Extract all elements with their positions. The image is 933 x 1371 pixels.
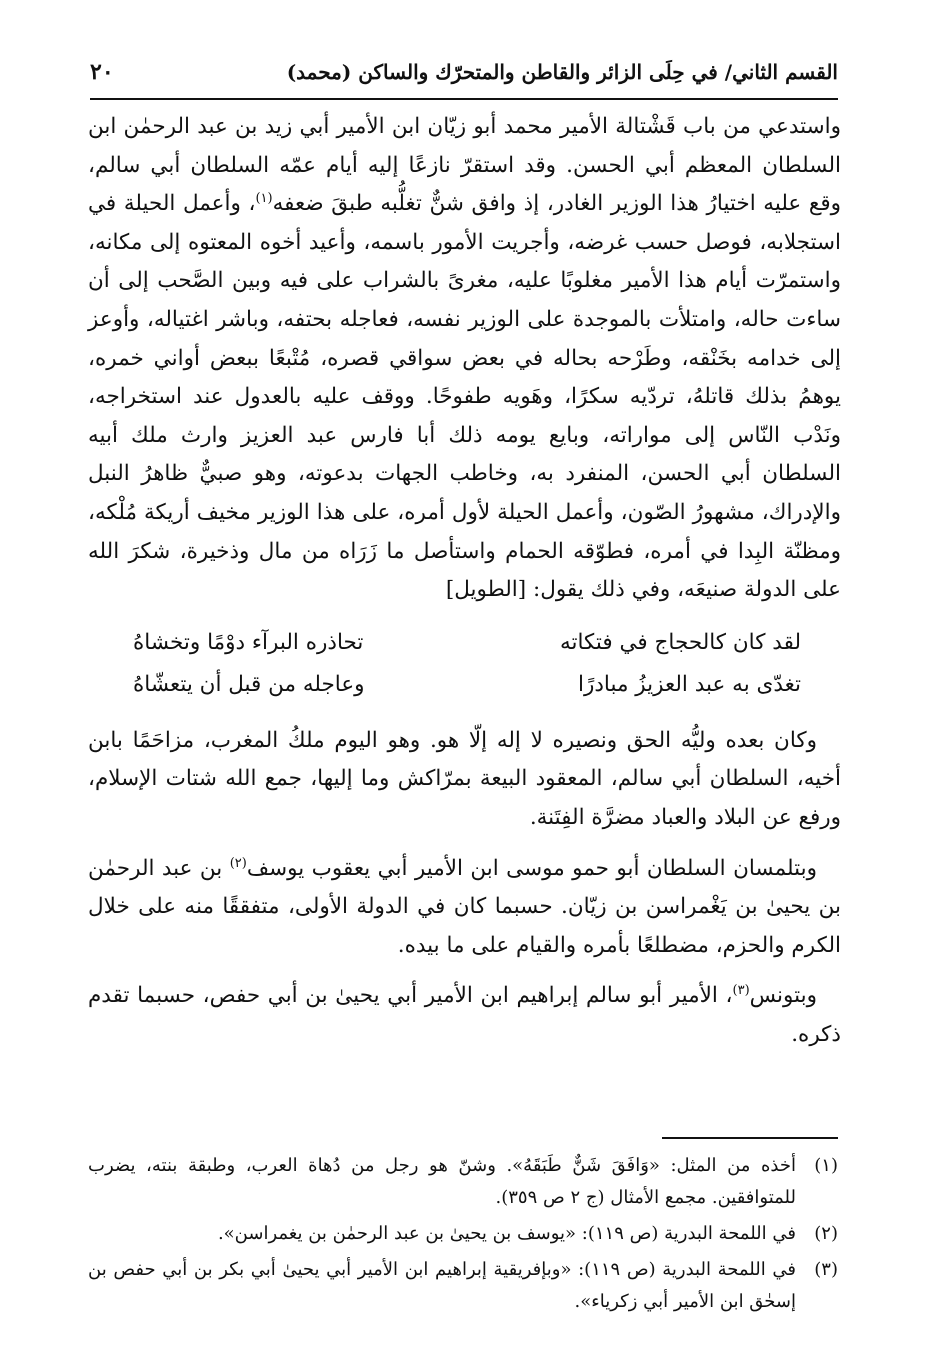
main-text	[88, 108, 841, 1066]
poem	[88, 622, 841, 706]
footnote-ref-2[interactable]: (٢)	[229, 855, 247, 871]
footnote-text: في اللمحة البدرية (ص ١١٩): «وبإفريقية إبراهيم ابن الأمير أبي يحيىٰ أبي بكر بن أبي حفص بن إسحٰق ابن الأمير أبي زكرياء».	[88, 1259, 796, 1312]
page-number: ٢٠	[90, 59, 114, 85]
paragraph-1: واستدعي من باب قَشْتالة الأمير محمد أبو زيّان ابن الأمير أبي زيد بن عبد الرحمٰن ابن السلطان المعظم أبي الحسن. وقد استقرّ نازعًا إليه أيام عمّه السلطان أبي سالم، وقع عليه اختيارُ هذا الوزير الغادر، إذ وافق شنٌّ تغلُّبه طبقَ ضعفه$^{(١)}$، وأعمل الحيلة في استجلابه، فوصل حسب غرضه، وأجريت الأمور باسمه، وأعيد أخوه المعتوه إلى مكانه، واستمرّت أيام هذا الأمير مغلوبًا عليه، مغرىً بالشراب على فيه وبين الصَّحب إلى أن ساءت حاله، وامتلأت بالموجدة على الوزير نفسه، فعاجله بحتفه، وباشر اغتياله، وأوعز إلى خدامه بخَنْقه، وطَرْحه بحاله في بعض سواقي قصره، مُتْبعًا ببعض أواني خمره، يوهمُ بذلك قاتلهُ، تردّيه سكرًا، وهَويه طفوحًا. ووقف عليه بالعدول عند استخراجه، ونَدْب النّاس إلى مواراته، وبايع يومه ذلك أبا فارس عبد العزيز وارث ملك أبيه السلطان أبي الحسن، المنفرد به، وخاطب الجهات بدعوته، وهو صبيٌّ ظاهرُ النبل والإدراك، مشهورُ الصّون، وأعمل الحيلة لأول أمره، على هذا الوزير مخيف أريكة مُلْكه، ومظنّة البِدا في أمره، فطوّقه الحمام واستأصل ما زَرَاه من مال وذخيرة، شكرَ الله على الدولة صنيعَه، وفي ذلك يقول: [الطويل]	[88, 114, 841, 603]
footnote-2	[88, 1218, 838, 1250]
footnote-text: في اللمحة البدرية (ص ١١٩): «يوسف بن يحيىٰ بن عبد الرحمٰن بن يغمراسن».	[217, 1223, 796, 1244]
footnote-ref-1[interactable]: (١)	[255, 191, 273, 207]
paragraph-3: وبتلمسان السلطان أبو حمو موسى ابن الأمير أبي يعقوب يوسف$^{(٢)}$ بن عبد الرحمٰن بن يحيىٰ بن يَغْمراسن بن زيّان. حسبما كان في الدولة الأولى، متفققًا منه على خلال الكرم والحزم، مضطلعًا بأمره والقيام على ما بيده.	[88, 855, 841, 958]
footnote-number: (٢)	[814, 1223, 838, 1244]
poem-verse-1	[88, 622, 841, 664]
footnote-3	[88, 1254, 838, 1318]
page-header	[90, 52, 838, 92]
running-title: القسم الثاني/ في حِلَى الزائر والقاطن والمتحرّك والساكن (محمد)	[286, 60, 838, 84]
footnote-divider	[662, 1137, 838, 1139]
paragraph-4: وبتونس$^{(٣)}$، الأمير أبو سالم إبراهيم ابن الأمير أبي يحيىٰ بن أبي حفص، حسبما تقدم ذكره.	[88, 983, 841, 1047]
verse-2-first-hemistich: تغدّى به عبد العزيزُ مبادرًا	[577, 671, 801, 697]
verse-1-second-hemistich: تحاذره البرآء دوْمًا وتخشاهُ	[133, 629, 364, 655]
footnote-number: (١)	[814, 1155, 838, 1176]
footnote-text: أخذه من المثل: «وَافَقَ شَنٌّ طَبَقَهُ». وشنّ هو رجل من دُهاة العرب، وطبقة بنته، يضرب للمتوافقين. مجمع الأمثال (ج ٢ ص ٣٥٩).	[88, 1155, 796, 1208]
footnote-number: (٣)	[814, 1259, 838, 1280]
header-divider	[90, 98, 838, 100]
footnote-1	[88, 1150, 838, 1214]
verse-1-first-hemistich: لقد كان كالحجاج في فتكاته	[559, 629, 801, 655]
footnote-ref-3[interactable]: (٣)	[732, 983, 750, 999]
poem-verse-2	[88, 664, 841, 706]
verse-2-second-hemistich: وعاجله من قبل أن يتعشّاهُ	[133, 671, 365, 697]
paragraph-2: وكان بعده وليُّه الحق ونصيره لا إله إلّا هو. وهو اليوم ملكُ المغرب، مزاحَمًا بابن أخيه، السلطان أبي سالم، المعقود البيعة بمرّاكش وما إليها، جمع الله شتات الإسلام، ورفع عن البلاد والعباد مضرَّة الفِتَنة.	[88, 727, 841, 830]
footnotes	[88, 1150, 838, 1322]
